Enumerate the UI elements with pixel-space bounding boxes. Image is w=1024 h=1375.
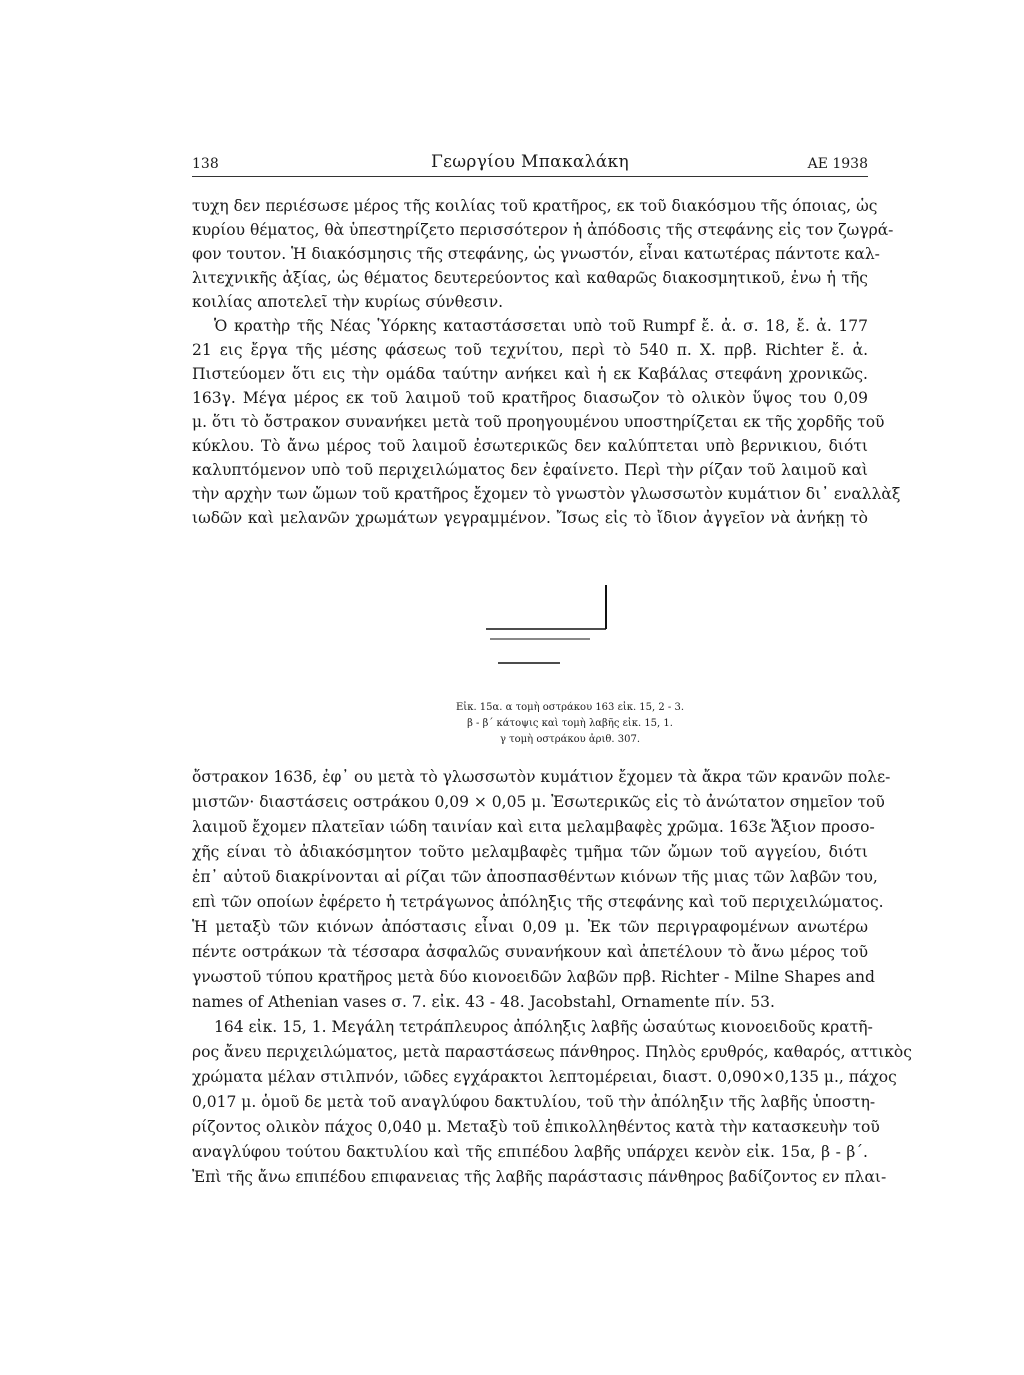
- text-line: 21 εις ἔργα τῆς μέσης φάσεως τοῦ τεχνίτου, περὶ τὸ 540 π. Χ. πρβ. Richter ἔ. ἀ.: [192, 341, 868, 359]
- text-line: μ. ὅτι τὸ ὄστρακον συνανήκει μετὰ τοῦ προηγουμένου υποστηρίζεται εκ τῆς χορδῆς τοῦ: [192, 413, 885, 431]
- text-line: Πιστεύομεν ὅτι εις τὴν ομάδα ταύτην ανήκει καὶ ἡ εκ Καβάλας στεφάνη χρονικῶς.: [192, 365, 868, 383]
- text-line: χρώματα μέλαν στιλπνόν, ιῶδες εγχάρακτοι λεπτομέρειαι, διαστ. 0,090×0,135 μ., πάχος: [192, 1068, 897, 1086]
- text-line: ἐπ᾽ αὐτοῦ διακρίνονται αἱ ρίζαι τῶν ἀποσπασθέντων κιόνων τῆς μιας τῶν λαβῶν του,: [192, 868, 878, 886]
- page-number: 138: [192, 156, 219, 172]
- text-line: κυρίου θέματος, θὰ ὑπεστηρίζετο περισσότερον ἡ ἀπόδοσις τῆς στεφάνης εἰς τον ζωγρά-: [192, 221, 894, 239]
- text-line: μιστῶν· διαστάσεις οστράκου 0,09 × 0,05 μ. Ἐσωτερικῶς εἰς τὸ ἀνώτατον σημεῖον τοῦ: [192, 793, 885, 811]
- running-title: Γεωργίου Μπακαλάκη: [431, 152, 629, 172]
- text-line: κύκλου. Τὸ ἄνω μέρος τοῦ λαιμοῦ ἐσωτερικῶς δεν καλύπτεται υπὸ βερνικιου, διότι: [192, 437, 868, 455]
- text-line: Ὁ κρατὴρ τῆς Νέας Ὑόρκης καταστάσσεται υπὸ τοῦ Rumpf ἔ. ἀ. σ. 18, ἔ. ἀ. 177: [214, 317, 868, 335]
- text-line: λαιμοῦ ἔχομεν πλατεῖαν ιώδη ταινίαν καὶ ειτα μελαμβαφὲς χρῶμα. 163ε Ἄξιον προσο-: [192, 818, 875, 836]
- text-line: Ἐπὶ τῆς ἄνω επιπέδου επιφανειας τῆς λαβῆς παράστασις πάνθηρος βαδίζοντος εν πλαι-: [192, 1168, 887, 1186]
- header-rule: [192, 176, 868, 177]
- text-line: ρος ἄνευ περιχειλώματος, μετὰ παραστάσεως πάνθηρος. Πηλὸς ερυθρός, καθαρός, αττικὸς: [192, 1043, 912, 1061]
- text-line: Ἡ μεταξὺ τῶν κιόνων ἀπόστασις εἶναι 0,09 μ. Ἐκ τῶν περιγραφομένων ανωτέρω: [192, 918, 868, 936]
- text-line: 163γ. Μέγα μέρος εκ τοῦ λαιμοῦ τοῦ κρατῆρος διασωζον τὸ ολικὸν ὕψος του 0,09: [192, 389, 868, 407]
- text-line: χῆς είναι τὸ ἀδιακόσμητον τοῦτο μελαμβαφὲς τμῆμα τῶν ὤμων τοῦ αγγείου, διότι: [192, 843, 868, 861]
- figure-caption-line: γ τομὴ οστράκου ἀριθ. 307.: [499, 734, 641, 745]
- text-line: ιωδῶν καὶ μελανῶν χρωμάτων γεγραμμένον. Ἴσως εἰς τὸ ἴδιον ἀγγεῖον νὰ ἀνήκῃ τὸ: [192, 509, 868, 527]
- text-line: 0,017 μ. ὁμοῦ δε μετὰ τοῦ αναγλύφου δακτυλίου, τοῦ τὴν ἀπόληξιν τῆς λαβῆς ὑποστη-: [192, 1093, 876, 1111]
- text-line: 164 εἰκ. 15, 1. Μεγάλη τετράπλευρος ἀπόληξις λαβῆς ὡσαύτως κιονοειδοῦς κρατῆ-: [214, 1018, 873, 1036]
- figure-caption-line: β - β΄ κάτοψις καὶ τομὴ λαβῆς εἰκ. 15, 1.: [467, 718, 673, 729]
- profile-drawing-figure: [486, 585, 616, 670]
- text-line: αναγλύφου τούτου δακτυλίου καὶ τῆς επιπέδου λαβῆς υπάρχει κενὸν εἰκ. 15α, β - β΄.: [192, 1143, 868, 1161]
- text-line: καλυπτόμενον υπὸ τοῦ περιχειλώματος δεν ἐφαίνετο. Περὶ τὴν ρίζαν τοῦ λαιμοῦ καὶ: [192, 461, 868, 479]
- running-header: [192, 152, 868, 176]
- text-line: φον τουτον. Ἡ διακόσμησις τῆς στεφάνης, ὡς γνωστόν, εἶναι κατωτέρας πάντοτε καλ-: [192, 245, 880, 263]
- text-line: γνωστοῦ τύπου κρατῆρος μετὰ δύο κιονοειδῶν λαβῶν πρβ. Richter - Milne Shapes and: [192, 968, 875, 986]
- text-line: ρίζοντος ολικὸν πάχος 0,040 μ. Μεταξὺ τοῦ ἐπικολληθέντος κατὰ τὴν κατασκευὴν τοῦ: [192, 1118, 880, 1136]
- text-line: ὄστρακον 163δ, ἐφ᾽ ου μετὰ τὸ γλωσσωτὸν κυμάτιον ἔχομεν τὰ ἄκρα τῶν κρανῶν πολε-: [192, 768, 891, 786]
- text-line: names of Athenian vases σ. 7. εἰκ. 43 - 48. Jacobstahl, Ornamente πίν. 53.: [192, 993, 775, 1011]
- text-line: τυχη δεν περιέσωσε μέρος τῆς κοιλίας τοῦ κρατῆρος, εκ τοῦ διακόσμου τῆς όποιας, ὡς: [192, 197, 878, 215]
- text-line: πέντε οστράκων τὰ τέσσαρα ἀσφαλῶς συνανήκουν καὶ ἀπετέλουν τὸ ἄνω μέρος τοῦ: [192, 943, 868, 961]
- text-line: κοιλίας αποτελεῖ τὴν κυρίως σύνθεσιν.: [192, 293, 504, 311]
- text-line: τὴν αρχὴν των ὤμων τοῦ κρατῆρος ἔχομεν τὸ γνωστὸν γλωσσωτὸν κυμάτιον δι᾽ εναλλὰξ: [192, 485, 901, 503]
- figure-caption-line: Εἰκ. 15α. α τομὴ οστράκου 163 εἰκ. 15, 2 - 3.: [455, 702, 685, 713]
- text-line: λιτεχνικῆς ἀξίας, ὡς θέματος δευτερεύοντος καὶ καθαρῶς διακοσμητικοῦ, ἐνω ἡ τῆς: [192, 269, 868, 287]
- journal-reference: ΑΕ 1938: [807, 156, 868, 172]
- text-line: επὶ τῶν οποίων ἐφέρετο ἡ τετράγωνος ἀπόληξις τῆς στεφάνης καὶ τοῦ περιχειλώματος.: [192, 893, 884, 911]
